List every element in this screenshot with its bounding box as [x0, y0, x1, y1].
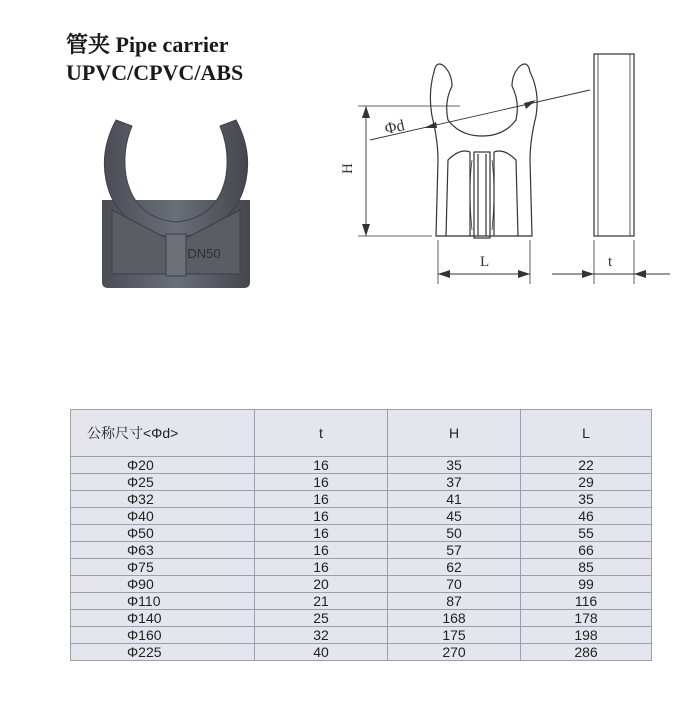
l-cell: 35	[521, 491, 652, 508]
h-cell: 41	[388, 491, 521, 508]
t-cell: 16	[255, 508, 388, 525]
t-cell: 16	[255, 542, 388, 559]
technical-drawing	[340, 40, 670, 300]
l-cell: 85	[521, 559, 652, 576]
h-cell: 50	[388, 525, 521, 542]
t-label: t	[608, 254, 613, 270]
h-cell: 175	[388, 627, 521, 644]
t-cell: 20	[255, 576, 388, 593]
size-cell: Φ25	[71, 474, 255, 491]
l-cell: 46	[521, 508, 652, 525]
header-h: H	[388, 410, 521, 457]
l-cell: 66	[521, 542, 652, 559]
size-cell: Φ160	[71, 627, 255, 644]
h-cell: 45	[388, 508, 521, 525]
t-cell: 25	[255, 610, 388, 627]
table-row	[71, 644, 652, 661]
t-cell: 16	[255, 457, 388, 474]
l-cell: 22	[521, 457, 652, 474]
title-line-2: UPVC/CPVC/ABS	[66, 60, 244, 85]
header-t: t	[255, 410, 388, 457]
table-row	[71, 474, 652, 491]
size-cell: Φ63	[71, 542, 255, 559]
h-cell: 37	[388, 474, 521, 491]
spec-table	[70, 409, 652, 661]
l-cell: 178	[521, 610, 652, 627]
t-cell: 16	[255, 491, 388, 508]
l-cell: 29	[521, 474, 652, 491]
l-cell: 99	[521, 576, 652, 593]
table-row	[71, 525, 652, 542]
size-cell: Φ50	[71, 525, 255, 542]
h-cell: 70	[388, 576, 521, 593]
table-row	[71, 491, 652, 508]
table-row	[71, 542, 652, 559]
h-cell: 168	[388, 610, 521, 627]
l-cell: 55	[521, 525, 652, 542]
table-row	[71, 593, 652, 610]
table-header-row	[71, 410, 652, 457]
pipe-carrier-photo	[96, 110, 256, 290]
table-row	[71, 457, 652, 474]
l-cell: 198	[521, 627, 652, 644]
h-cell: 35	[388, 457, 521, 474]
h-cell: 57	[388, 542, 521, 559]
t-cell: 16	[255, 474, 388, 491]
l-label: L	[480, 254, 490, 270]
size-cell: Φ110	[71, 593, 255, 610]
l-cell: 286	[521, 644, 652, 661]
size-cell: Φ40	[71, 508, 255, 525]
size-cell: Φ32	[71, 491, 255, 508]
photo-label: DN50	[187, 246, 221, 261]
l-cell: 116	[521, 593, 652, 610]
h-cell: 62	[388, 559, 521, 576]
phi-d-label: Φd	[383, 117, 407, 138]
t-cell: 32	[255, 627, 388, 644]
table-row	[71, 610, 652, 627]
table-row	[71, 627, 652, 644]
t-cell: 16	[255, 559, 388, 576]
size-cell: Φ75	[71, 559, 255, 576]
size-cell: Φ20	[71, 457, 255, 474]
h-cell: 270	[388, 644, 521, 661]
size-cell: Φ140	[71, 610, 255, 627]
header-l: L	[521, 410, 652, 457]
size-cell: Φ90	[71, 576, 255, 593]
table-row	[71, 508, 652, 525]
t-cell: 40	[255, 644, 388, 661]
table-row	[71, 576, 652, 593]
t-cell: 21	[255, 593, 388, 610]
h-label: H	[340, 163, 356, 174]
h-cell: 87	[388, 593, 521, 610]
header-nominal-size: 公称尺寸<Φd>	[71, 410, 255, 457]
t-cell: 16	[255, 525, 388, 542]
size-cell: Φ225	[71, 644, 255, 661]
table-row	[71, 559, 652, 576]
title-line-1: 管夹 Pipe carrier	[66, 32, 229, 57]
